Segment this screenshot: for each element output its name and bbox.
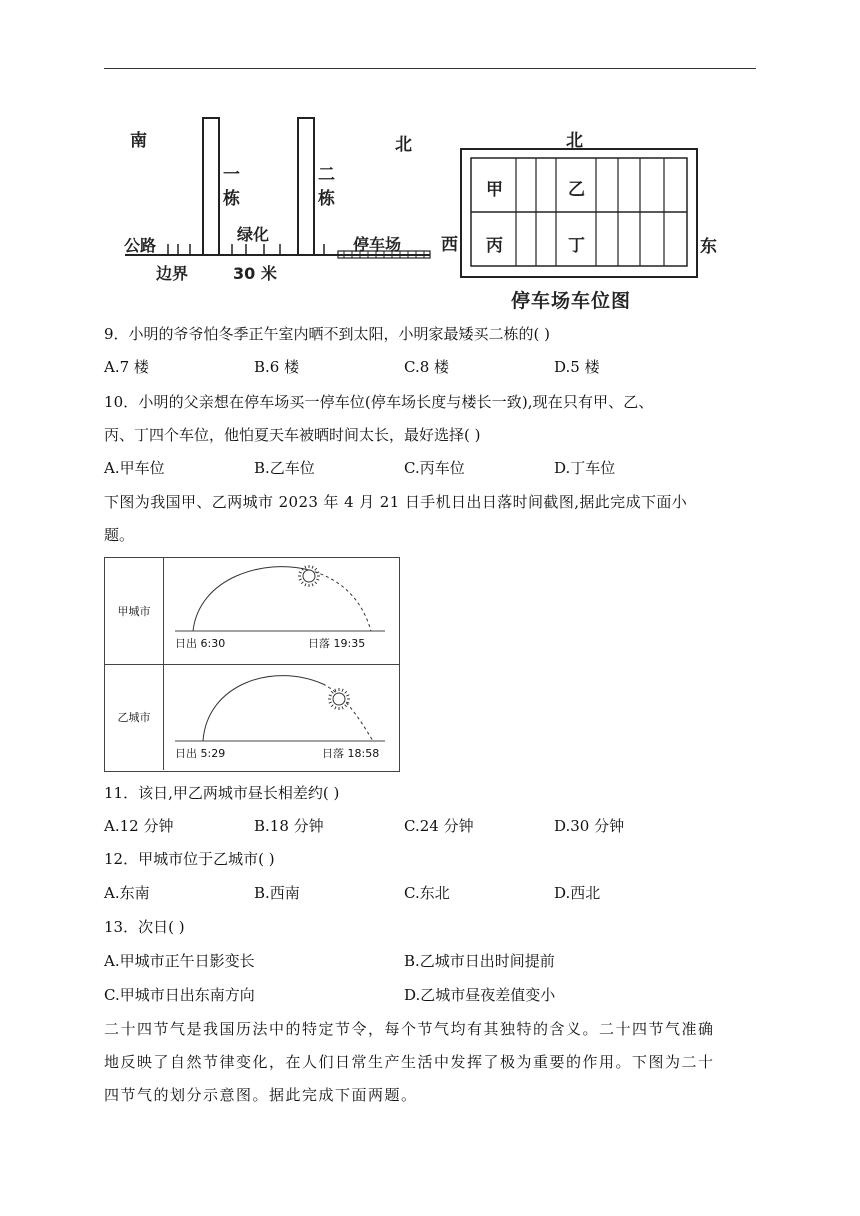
border-label: 边界 [156, 264, 189, 283]
q10-option-b[interactable]: B.乙车位 [254, 459, 315, 477]
sunrise-sunset-figure [104, 557, 400, 772]
sun-intro-line1: 下图为我国甲、乙两城市 2023 年 4 月 21 日手机日出日落时间截图,据此完成下面小 [104, 493, 688, 511]
grid-north-label: 北 [566, 131, 583, 151]
sun-icon [298, 565, 320, 587]
building2-label-1: 二 [318, 165, 335, 185]
question-10-stem-line1: 10．小明的父亲想在停车场买一停车位(停车场长度与楼长一致),现在只有甲、乙、 [104, 393, 654, 411]
q12-option-c[interactable]: C.东北 [404, 884, 450, 902]
q11-option-b[interactable]: B.18 分钟 [254, 817, 324, 835]
city-b-row [105, 664, 399, 770]
city-b-sunrise: 日出 5:29 [175, 747, 226, 760]
q13-option-b[interactable]: B.乙城市日出时间提前 [404, 952, 555, 970]
building2-label-2: 栋 [318, 189, 335, 209]
city-a-sunrise: 日出 6:30 [175, 637, 226, 650]
green-label: 绿化 [237, 225, 270, 244]
city-a-row [105, 558, 399, 665]
building1-label-2: 栋 [223, 189, 240, 209]
city-a-sunset: 日落 19:35 [308, 637, 366, 650]
q10-option-a[interactable]: A.甲车位 [104, 459, 165, 477]
sun-intro-line2: 题。 [104, 526, 135, 544]
q11-option-a[interactable]: A.12 分钟 [104, 817, 174, 835]
solar-terms-intro-line2: 地反映了自然节律变化，在人们日常生产生活中发挥了极为重要的作用。下图为二十 [104, 1053, 715, 1071]
q13-option-a[interactable]: A.甲城市正午日影变长 [104, 952, 255, 970]
q9-option-c[interactable]: C.8 楼 [404, 358, 450, 376]
q9-option-a[interactable]: A.7 楼 [104, 358, 149, 376]
q12-option-b[interactable]: B.西南 [254, 884, 300, 902]
building1-label-1: 一 [223, 165, 240, 185]
q13-option-c[interactable]: C.甲城市日出东南方向 [104, 986, 255, 1004]
parking-label: 停车场 [353, 235, 402, 254]
q9-option-d[interactable]: D.5 楼 [554, 358, 600, 376]
city-a-name: 甲城市 [105, 558, 164, 664]
question-9-stem: 9．小明的爷爷怕冬季正午室内晒不到太阳，小明家最矮买二栋的( ) [104, 325, 551, 343]
building-profile-figure [120, 110, 440, 285]
q11-option-d[interactable]: D.30 分钟 [554, 817, 625, 835]
parking-slot-jia: 甲 [486, 180, 503, 200]
q10-option-d[interactable]: D.丁车位 [554, 459, 616, 477]
q12-option-d[interactable]: D.西北 [554, 884, 601, 902]
city-b-name: 乙城市 [105, 664, 164, 770]
q10-option-c[interactable]: C.丙车位 [404, 459, 465, 477]
city-b-sunset: 日落 18:58 [322, 747, 380, 760]
road-label: 公路 [124, 236, 157, 255]
header-rule [104, 68, 756, 69]
parking-figure-caption: 停车场车位图 [511, 290, 632, 312]
question-11-stem: 11．该日,甲乙两城市昼长相差约( ) [104, 784, 340, 802]
question-12-stem: 12．甲城市位于乙城市( ) [104, 850, 275, 868]
distance-label: 30 米 [233, 264, 277, 283]
parking-slot-yi: 乙 [568, 180, 585, 200]
grid-west-label: 西 [441, 235, 458, 255]
sun-icon [328, 688, 350, 710]
parking-slot-bing: 丙 [486, 236, 503, 256]
solar-terms-intro-line1: 二十四节气是我国历法中的特定节令，每个节气均有其独特的含义。二十四节气准确 [104, 1020, 715, 1038]
south-label: 南 [130, 131, 147, 151]
grid-east-label: 东 [700, 237, 717, 257]
parking-slot-ding: 丁 [568, 236, 585, 256]
q13-option-d[interactable]: D.乙城市昼夜差值变小 [404, 986, 556, 1004]
q12-option-a[interactable]: A.东南 [104, 884, 150, 902]
q11-option-c[interactable]: C.24 分钟 [404, 817, 474, 835]
solar-terms-intro-line3: 四节气的划分示意图。据此完成下面两题。 [104, 1086, 418, 1104]
question-10-stem-line2: 丙、丁四个车位，他怕夏天车被晒时间太长，最好选择( ) [104, 426, 481, 444]
q9-option-b[interactable]: B.6 楼 [254, 358, 300, 376]
question-13-stem: 13．次日( ) [104, 918, 185, 936]
north-label: 北 [395, 135, 412, 155]
parking-grid-figure [460, 148, 700, 280]
